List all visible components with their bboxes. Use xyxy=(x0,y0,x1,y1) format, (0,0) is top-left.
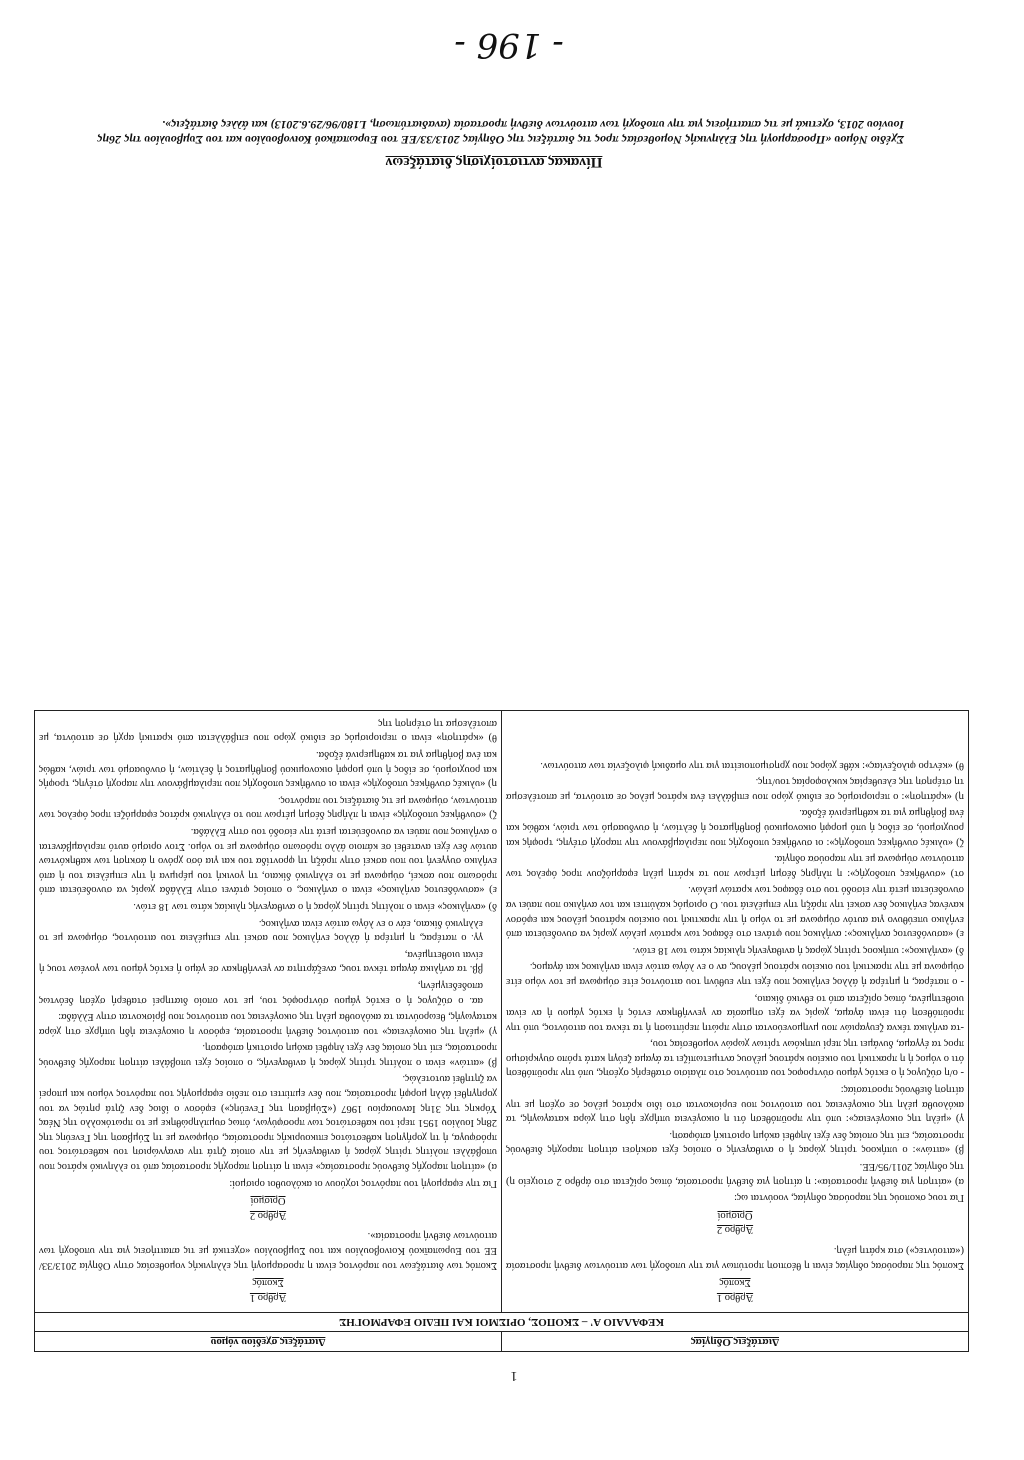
header-draft-law: Διατάξεις σχεδίου νόμου xyxy=(35,1332,502,1352)
article-1-subtitle: Σκοπός xyxy=(719,1277,751,1289)
article-2-intro: Για τους σκοπούς της παρούσας οδηγίας, νοούνται ως: xyxy=(734,1192,964,1204)
table-body-row xyxy=(35,711,969,1313)
title-block xyxy=(84,117,904,170)
article-2-intro: Για την εφαρμογή του παρόντος ισχύουν οι ακόλουθοι ορισμοί: xyxy=(229,1177,497,1189)
definition-g: η) «υλικές συνθήκες υποδοχής» είναι οι συνθήκες υποδοχής που περιλαμβάνουν την παροχή στέγης, τροφής και ρουχισμού, σε είδος ή υπό μορφή οικονομικού βοηθήματος ή δελτίων, ή συνδυασμό των τριών, καθώς και ένα βοήθημα για τα καθημερινά έξοδα. xyxy=(39,749,497,790)
definition-c-item-2: -τα ανήλικα τέκνα ζευγαριών που μνημονεύονται στην πρώτη περίπτωση ή τα τέκνα του αιτούντος, υπό την προϋπόθεση ότι είναι άγαμα, χωρίς να έχει σημασία αν γεννήθηκαν εντός ή εκτός γάμου ή αν είναι υιοθετημένα, όπως ορίζεται από το εθνικό δίκαιο, xyxy=(506,992,964,1033)
article-2-title: Άρθρο 2 xyxy=(249,1209,287,1221)
definition-a: α) «αίτηση για διεθνή προστασία»: η αίτηση για διεθνή προστασία, όπως ορίζεται στο άρθρο 2 στοιχείο η) της οδηγίας 2011/95/ΕΕ. xyxy=(506,1161,964,1187)
definition-g: ζ) «υλικές συνθήκες υποδοχής»: οι συνθήκες υποδοχής που περιλαμβάνουν την παροχή στέγης, τροφής και ρουχισμού, σε είδος ή υπό μορφή οικονομικού βοηθήματος ή δελτίων, ή συνδυασμό των τριών, καθώς και ένα βοήθημα για τα καθημερινά έξοδα. xyxy=(506,807,964,848)
definition-h: η) «κράτηση»: ο περιορισμός σε ειδικό χώρο που επιβάλλει ένα κράτος μέλος σε αιτούντα, με αποτέλεσμα τη στέρηση της ελευθερίας κυκλοφορίας του/της. xyxy=(506,776,964,802)
definition-c-item-3: - ο πατέρας, η μητέρα ή άλλος ενήλικος που έχει την ευθύνη του αιτούντος είτε σύμφωνα με τον νόμο είτε σύμφωνα με την πρακτική του οικείου κράτους μέλους, αν ο εν λόγω αιτών είναι ανήλικος και άγαμος. xyxy=(506,961,964,987)
table-header-row xyxy=(35,1332,969,1352)
correspondence-table xyxy=(34,710,969,1352)
article-1-text: Σκοπός της παρούσας οδηγίας είναι η θέσπιση προτύπων για την υποδοχή των αιτούντων διεθνή προστασία («αιτούντες») στα κράτη μέλη. xyxy=(506,1245,964,1271)
definition-c-item-1: - o/η σύζυγος ή ο εκτός γάμου σύντροφος του αιτούντος στο πλαίσιο σταθερής σχέσης, υπό την προϋπόθεση ότι ο νόμος ή η πρακτική του οικείου κράτους μέλους αντιμετωπίζει τα άγαμα ζεύγη κατά τρόπο συγκρίσιμο προς τα έγγαμα, δυνάμει της περί υπηκόων τρίτων χωρών νομοθεσίας του, xyxy=(505,1038,964,1079)
chapter-heading: ΚΕΦΑΛΑΙΟ Α' – ΣΚΟΠΟΣ, ΟΡΙΣΜΟΙ ΚΑΙ ΠΕΔΙΟ ΕΦΑΡΜΟΓΗΣ xyxy=(35,1312,969,1332)
header-directive: Διατάξεις Οδηγίας xyxy=(502,1332,969,1352)
document-title: Πίνακας αντιστοίχισης διατάξεων xyxy=(385,154,603,170)
page-number: 1 xyxy=(510,1368,518,1383)
article-1-title: Άρθρο 1 xyxy=(716,1291,754,1303)
draft-law-column xyxy=(35,711,502,1313)
definition-c: γ) «μέλη της οικογένειας» του αιτούντος διεθνή προστασία, εφόσον η οικογένεια ήδη υπήρχε στη χώρα καταγωγής, θεωρούνται τα ακόλουθα μέλη της οικογένειας του αιτούντος που βρίσκονται στην Ελλάδα: xyxy=(39,1011,497,1037)
definition-c-item-2: ββ. τα ανήλικα άγαμα τέκνα τους, ανεξάρτητα αν γεννήθηκαν σε γάμο ή εκτός γάμου των γονέων τους ή είναι υιοθετημένα, xyxy=(39,948,483,975)
definition-b: β) «αιτών»: ο υπήκοος τρίτης χώρας ή ο ανιθαγενής ο οποίος έχει ασκήσει αίτηση παροχής διεθνούς προστασίας, επί της οποίας δεν έχει ληφθεί ακόμη οριστική απόφαση. xyxy=(506,1129,964,1156)
handwritten-page-number: - 196 - xyxy=(454,25,564,65)
article-1-text: Σκοπός των διατάξεων του παρόντος είναι η προσαρμογή της ελληνικής νομοθεσίας στην Οδηγία 2013/33/ΕΕ του Ευρωπαϊκού Κοινοβουλίου και του Συμβουλίου «σχετικά με τις απαιτήσεις για την υποδοχή των αιτούντων διεθνή προστασία». xyxy=(39,1230,497,1271)
article-2-subtitle: Ορισμοί xyxy=(717,1209,753,1221)
definition-a: α) «αίτηση παροχής διεθνούς προστασίας» είναι η αίτηση παροχής προστασίας από το ελληνικό κράτος που υποβάλλει πολίτης τρίτης χώρας ή ανιθαγενής με την οποία ζητά την αναγνώριση του καθεστώτος του πρόσφυγα, ή τη χορήγηση καθεστώτος επικουρικής προστασίας, σύμφωνα με τη Σύμβαση της Γενεύης της 28ης Ιουλίου 1951 περί του καθεστώτος των προσφύγων, όπως συμπληρώθηκε με το πρωτόκολλο της Νέας Υόρκης της 31ης Ιανουαρίου 1967 («Σύμβαση της Γενεύης») εφόσον ο ίδιος δεν ζητά ρητώς να του χορηγηθεί άλλη μορφή προστασίας, που δεν εμπίπτει στο πεδίο εφαρμογής του παρόντος νόμου και μπορεί να ζητηθεί αυτοτελώς. xyxy=(39,1073,497,1173)
article-2-title: Άρθρο 2 xyxy=(716,1224,754,1236)
chapter-row xyxy=(35,1312,969,1332)
article-1-subtitle: Σκοπός xyxy=(252,1277,284,1289)
definition-c-item-1: αα. ο σύζυγος ή ο εκτός γάμου σύντροφός του, με τον οποίο διατηρεί σταθερή σχέση δεόντως αποδεδειγμένη, xyxy=(39,979,483,1006)
definition-b: β) «αιτών» είναι ο πολίτης τρίτης χώρας ή ανιθαγενής, ο οποίος έχει υποβάλει αίτηση παροχής διεθνούς προστασίας, επί της οποίας δεν έχει ληφθεί ακόμη οριστική απόφαση. xyxy=(39,1042,497,1068)
definition-f: ζ) «συνθήκες υποδοχής» είναι η πλήρης δέσμη μέτρων που το ελληνικό κράτος εφαρμόζει προς όφελος των αιτούντων, σύμφωνα με τις διατάξεις του παρόντος. xyxy=(39,794,497,821)
directive-column xyxy=(502,711,969,1313)
document-subtitle: Σχέδιο Νόμου «Προσαρμογή της Ελληνικής Νομοθεσίας προς τις διατάξεις της Οδηγίας 2013/33/ΕΕ του Ευρωπαϊκού Κοινοβουλίου και του Συμβουλίου της 26ης Ιουνίου 2013, σχετικά με τις απαιτήσεις για την υποδοχή των αιτούντων διεθνή προστασία (αναδιατύπωση, L180/96/29.6.2013) και άλλες διατάξεις». xyxy=(97,118,904,147)
definition-i: θ) «κέντρο φιλοξενίας»: κάθε χώρος που χρησιμοποιείται για την ομαδική φιλοξενία των αιτούντων. xyxy=(540,759,964,771)
article-2-subtitle: Ορισμοί xyxy=(250,1195,286,1207)
definition-c-item-3: γγ. ο πατέρας, η μητέρα ή άλλος ενήλικος που ασκεί την επιμέλεια του αιτούντος, σύμφωνα με το ελληνικό δίκαιο, εάν ο εν λόγω αιτών είναι ανήλικος. xyxy=(39,917,483,944)
definition-d: δ) «ανήλικος»: υπήκοος τρίτης χώρας ή ανιθαγενής ηλικίας κάτω των 18 ετών. xyxy=(632,944,964,956)
definition-e: ε) «ασυνόδευτος ανήλικος»: ανήλικος που φτάνει στο έδαφος των κρατών μελών χωρίς να συνοδεύεται από ενήλικο υπεύθυνο για αυτόν σύμφωνα με το νόμο ή την πρακτική του οικείου κράτους μέλους και εφόσον κανένας ενήλικος δεν ασκεί την πράξη την επιμέλειά του. Ο ορισμός καλύπτει και τον ανήλικο που παύει να συνοδεύεται μετά την είσοδό του στο έδαφος των κρατών μελών. xyxy=(506,884,964,940)
article-1-title: Άρθρο 1 xyxy=(249,1291,287,1303)
definition-f: στ) «συνθήκες υποδοχής»: η πλήρης δέσμη μέτρων που τα κράτη μέλη εφαρμόζουν προς όφελος των αιτούντων σύμφωνα με την παρούσα οδηγία. xyxy=(506,853,964,879)
definition-d: δ) «ανήλικος» είναι ο πολίτης τρίτης χώρας ή ο ανιθαγενής ηλικίας κάτω των 18 ετών. xyxy=(133,900,497,912)
definition-e: ε) «ασυνόδευτος ανήλικος» είναι ο ανήλικος, ο οποίος φτάνει στην Ελλάδα χωρίς να συνοδεύεται από πρόσωπο που ασκεί, σύμφωνα με το ελληνικό δίκαιο, τη γονική του μέριμνα ή την επιμέλεια του ή από ενήλικο συγγενή του που ασκεί στην πράξη τη φροντίδα του και για όσο χρόνο η άσκηση των καθηκόντων αυτών δεν έχει ανατεθεί σε κάποιο άλλο πρόσωπο σύμφωνα με το νόμο. Στον ορισμό αυτό περιλαμβάνεται ο ανήλικος που παύει να συνοδεύεται μετά την είσοδό του στην Ελλάδα. xyxy=(39,826,497,896)
definition-c: γ) «μέλη της οικογένειας»: υπό την προϋπόθεση ότι η οικογένεια υπήρχε ήδη στη χώρα καταγωγής, τα ακόλουθα μέλη της οικογένειας του αιτούντος που ευρίσκονται στο ίδιο κράτος μέλος σε σχέση με την αίτηση διεθνούς προστασίας: xyxy=(506,1084,964,1125)
definition-h: θ) «κράτηση» είναι ο περιορισμός σε ειδικό χώρο που επιβάλλεται από κρατική αρχή σε αιτούντα, με αποτέλεσμα τη στέρηση της xyxy=(39,717,497,744)
